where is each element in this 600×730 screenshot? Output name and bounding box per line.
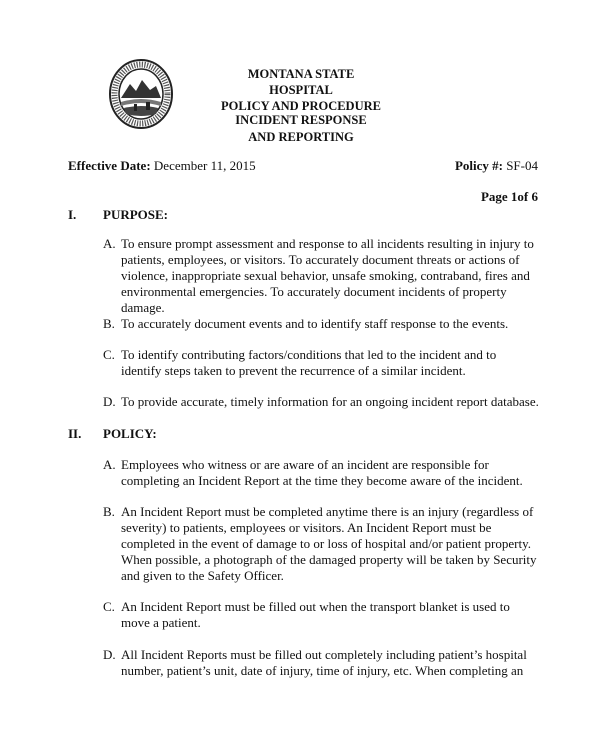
- item-letter: B.: [103, 316, 115, 331]
- section-title: PURPOSE:: [103, 207, 168, 222]
- effective-date-label: Effective Date:: [68, 158, 151, 173]
- org-name: MONTANA STATE HOSPITAL: [247, 67, 355, 97]
- item-text: To identify contributing factors/conditions that led to the incident and to identify steps taken to prevent the recurrence of a similar incident.: [121, 347, 497, 378]
- list-item: [103, 599, 539, 631]
- section-title: POLICY:: [103, 426, 157, 441]
- doc-type: POLICY AND PROCEDURE: [221, 99, 381, 113]
- section-number: I.: [68, 207, 77, 222]
- page-indicator: Page 1of 6: [480, 189, 538, 204]
- policy-number-value: SF-04: [506, 158, 538, 173]
- effective-date: [68, 158, 256, 174]
- list-item: [103, 236, 539, 316]
- item-letter: A.: [103, 236, 116, 251]
- item-letter: D.: [103, 394, 116, 409]
- title-line-2: AND REPORTING: [248, 130, 354, 144]
- item-letter: C.: [103, 347, 115, 362]
- list-item: [103, 504, 539, 584]
- list-item: [103, 347, 539, 379]
- item-text: To provide accurate, timely information for an ongoing incident report database.: [121, 394, 539, 409]
- policy-number: [455, 158, 538, 174]
- item-letter: B.: [103, 504, 115, 519]
- item-letter: C.: [103, 599, 115, 614]
- section-heading-purpose: [68, 207, 168, 223]
- item-letter: A.: [103, 457, 116, 472]
- list-item: [103, 316, 539, 332]
- policy-number-label: Policy #:: [454, 158, 503, 173]
- item-letter: D.: [103, 647, 116, 662]
- item-text: All Incident Reports must be filled out completely including patient’s hospital number, patient’s unit, date of injury, time of injury, etc. When completing an: [121, 647, 527, 678]
- item-text: To accurately document events and to identify staff response to the events.: [121, 316, 509, 331]
- item-text: Employees who witness or are aware of an incident are responsible for completing an Incident Report at the time they become aware of the incident.: [121, 457, 523, 488]
- document-title: [215, 112, 387, 146]
- effective-date-value: December 11, 2015: [153, 158, 256, 173]
- list-item: [103, 394, 539, 410]
- list-item: [103, 647, 539, 679]
- item-text: To ensure prompt assessment and response to all incidents resulting in injury to patients, employees, or visitors. To accurately document threats or actions of violence, inappropriate sexual behavior, unsafe smoking, contraband, fires and environmental emergencies. To accurately document incidents of property damage.: [121, 236, 534, 315]
- section-number: II.: [68, 426, 82, 441]
- state-seal-icon: [108, 58, 174, 130]
- list-item: [103, 457, 539, 489]
- section-heading-policy: [68, 426, 157, 442]
- item-text: An Incident Report must be completed anytime there is an injury (regardless of severity) to patients, employees or visitors. An Incident Report must be completed in the event of damage to or loss of hospital and/or patient property. When possible, a photograph of the damaged property will be taken by Security and given to the Safety Officer.: [121, 504, 537, 583]
- title-line-1: INCIDENT RESPONSE: [235, 113, 367, 127]
- item-text: An Incident Report must be filled out when the transport blanket is used to move a patient.: [121, 599, 510, 630]
- organization-header: [215, 66, 387, 114]
